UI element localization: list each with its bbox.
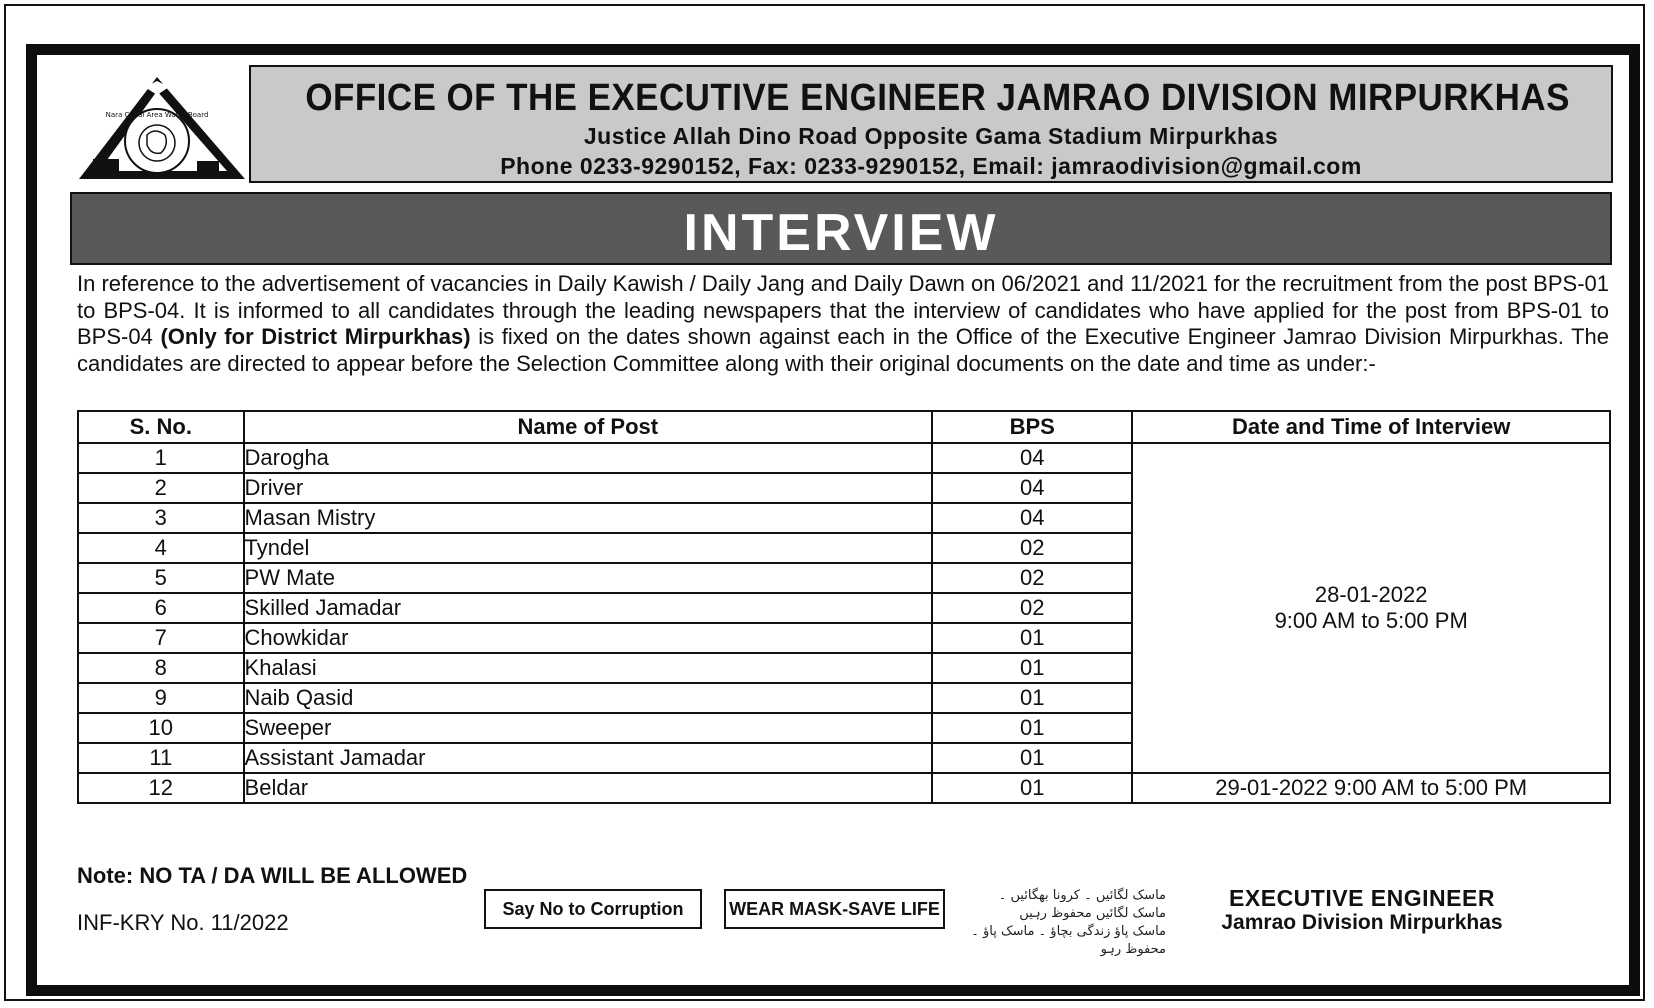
table-row — [78, 443, 1610, 473]
urdu-slogan-line1: ماسک لگائیں ۔ کرونا بھگائیں ۔ ماسک لگائیں محفوظ رہیں — [998, 888, 1166, 921]
row-bps: 02 — [932, 593, 1132, 623]
row-bps: 01 — [932, 743, 1132, 773]
row-bps: 04 — [932, 503, 1132, 533]
notice-district-emphasis: (Only for District Mirpurkhas) — [160, 324, 471, 349]
office-address: Justice Allah Dino Road Opposite Gama Stadium Mirpurkhas — [583, 123, 1279, 149]
notice-text-part2: is fixed on the dates shown against each in the Office of the Executive Engineer Jamrao Division Mirpurkhas. The candidates are directed to appear before the Selection Committee along with their original documents on the date and time as under:- — [77, 324, 1610, 376]
row-bps: 04 — [932, 443, 1132, 473]
row-sno: 6 — [78, 593, 244, 623]
row-bps: 01 — [932, 773, 1132, 803]
row-bps: 04 — [932, 473, 1132, 503]
row-sno: 8 — [78, 653, 244, 683]
row-sno: 2 — [78, 473, 244, 503]
note-text: Note: NO TA / DA WILL BE ALLOWED — [77, 863, 468, 888]
row-bps: 01 — [932, 653, 1132, 683]
say-no-corruption-badge: Say No to Corruption — [484, 889, 702, 929]
urdu-slogan — [962, 887, 1166, 957]
row-bps: 01 — [932, 683, 1132, 713]
table-header-row — [78, 411, 1610, 443]
posts-table — [77, 410, 1611, 804]
page-outer-border — [4, 4, 1645, 1001]
row-post: Assistant Jamadar — [244, 743, 933, 773]
banner-text: INTERVIEW — [683, 204, 999, 262]
column-header-date: Date and Time of Interview — [1132, 411, 1610, 443]
notice-paragraph — [77, 271, 1609, 377]
office-contact: Phone 0233-9290152, Fax: 0233-9290152, Email: jamraodivision@gmail.com — [500, 153, 1362, 179]
row-sno: 7 — [78, 623, 244, 653]
row-sno: 12 — [78, 773, 244, 803]
row-bps: 01 — [932, 623, 1132, 653]
row-post: PW Mate — [244, 563, 933, 593]
office-header — [249, 65, 1613, 183]
notice-text-part1: In reference to the advertisement of vacancies in Daily Kawish / Daily Jang and Daily Dawn on 06/2021 and 11/2021 for the recruitment from the post BPS-01 to BPS-04. It is informed to all candidates through the leading newspapers that the interview of candidates who have applied for the post from BPS-01 to BPS-04 — [77, 271, 1609, 349]
wear-mask-badge: WEAR MASK-SAVE LIFE — [724, 889, 945, 929]
row-sno: 9 — [78, 683, 244, 713]
row-sno: 4 — [78, 533, 244, 563]
row-post: Chowkidar — [244, 623, 933, 653]
logo-lettering: Nara Canal Area Water Board — [105, 111, 209, 119]
row-bps: 01 — [932, 713, 1132, 743]
table-row — [78, 773, 1610, 803]
row-bps: 02 — [932, 533, 1132, 563]
row-bps: 02 — [932, 563, 1132, 593]
row-sno: 5 — [78, 563, 244, 593]
row-post: Skilled Jamadar — [244, 593, 933, 623]
signatory-office: Jamrao Division Mirpurkhas — [1221, 911, 1503, 934]
row-sno: 10 — [78, 713, 244, 743]
column-header-bps: BPS — [932, 411, 1132, 443]
water-board-logo — [75, 73, 250, 185]
row-post: Sweeper — [244, 713, 933, 743]
row-post: Naib Qasid — [244, 683, 933, 713]
office-title: OFFICE OF THE EXECUTIVE ENGINEER JAMRAO DIVISION MIRPURKHAS — [305, 77, 1570, 119]
urdu-slogan-line2: ماسک پاؤ زندگی بچاؤ ۔ ماسک پاؤ ۔ محفوظ رہو — [971, 924, 1166, 957]
signatory-title: EXECUTIVE ENGINEER — [1229, 885, 1495, 911]
row-sno: 11 — [78, 743, 244, 773]
interview-date-group2: 29-01-2022 9:00 AM to 5:00 PM — [1132, 773, 1610, 803]
row-post: Khalasi — [244, 653, 933, 683]
row-post: Driver — [244, 473, 933, 503]
interview-date-group1 — [1132, 443, 1610, 773]
row-post: Tyndel — [244, 533, 933, 563]
column-header-sno: S. No. — [78, 411, 244, 443]
column-header-post: Name of Post — [244, 411, 933, 443]
advertisement-frame — [26, 44, 1640, 996]
row-sno: 3 — [78, 503, 244, 533]
row-sno: 1 — [78, 443, 244, 473]
row-post: Darogha — [244, 443, 933, 473]
group1-date: 28-01-2022 — [1314, 582, 1428, 607]
interview-banner — [70, 192, 1612, 265]
row-post: Masan Mistry — [244, 503, 933, 533]
row-post: Beldar — [244, 773, 933, 803]
reference-number: INF-KRY No. 11/2022 — [77, 910, 289, 935]
group1-time: 9:00 AM to 5:00 PM — [1274, 608, 1468, 633]
